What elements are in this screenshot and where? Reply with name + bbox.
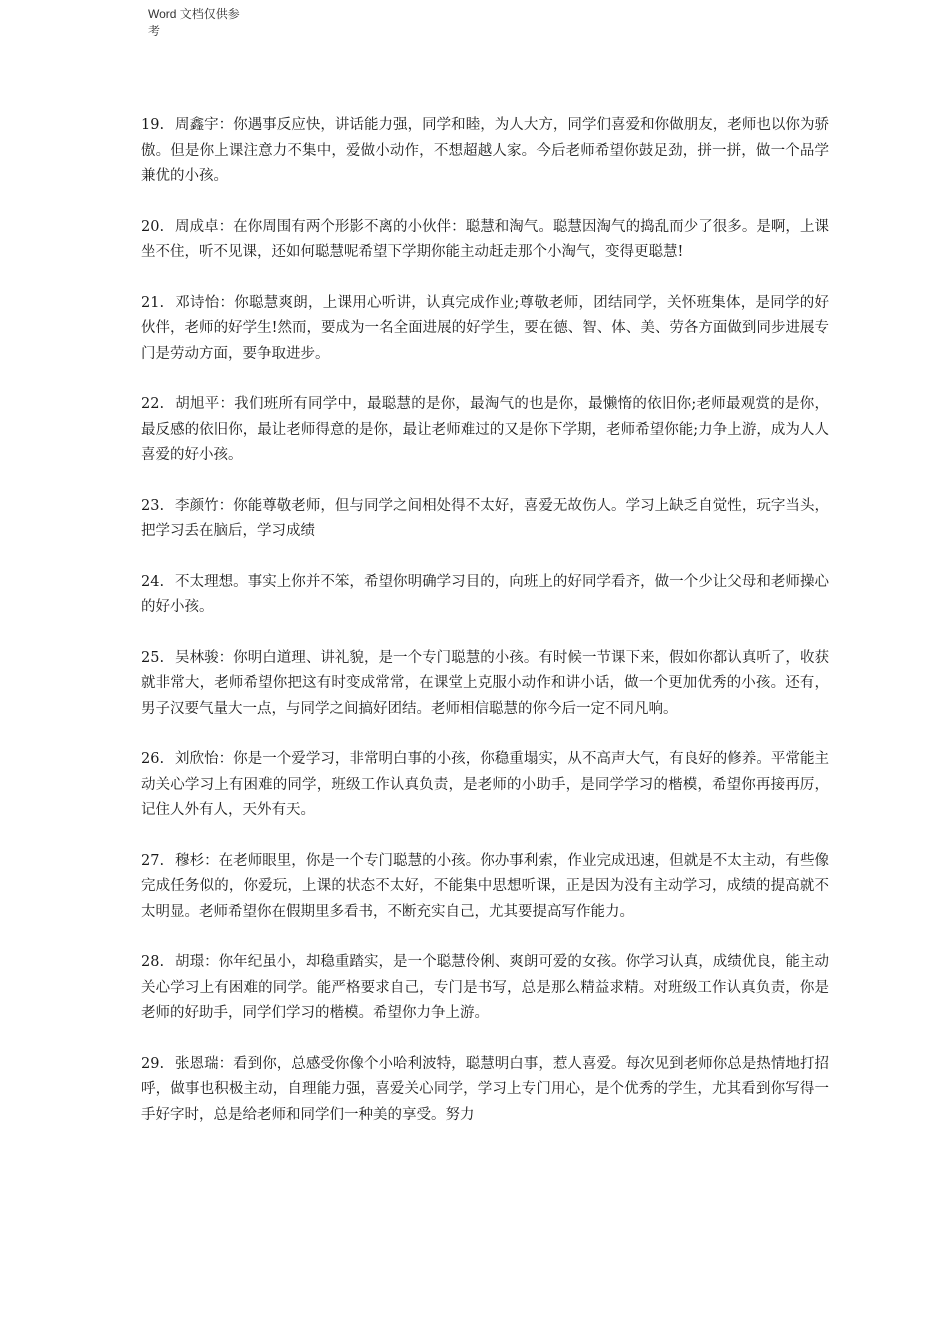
comment-paragraph bbox=[141, 494, 829, 545]
comment-paragraph bbox=[141, 950, 829, 1027]
header-line-1: Word 文档仅供参 bbox=[148, 7, 240, 21]
page-header bbox=[148, 6, 268, 40]
paragraph-number: 21. bbox=[141, 294, 165, 311]
paragraph-text: 胡璟：你年纪虽小，却稳重踏实，是一个聪慧伶俐、爽朗可爱的女孩。你学习认真，成绩优良，能主动关心学习上有困难的同学。能严格要求自己，专门是书写，总是那么精益求精。对班级工作认真负责，你是老师的好助手，同学们学习的楷模。希望你力争上游。 bbox=[141, 954, 829, 1021]
comment-paragraph bbox=[141, 1052, 829, 1129]
paragraph-number: 20. bbox=[141, 218, 165, 235]
paragraph-text: 刘欣怡：你是一个爱学习，非常明白事的小孩，你稳重塌实，从不高声大气，有良好的修养。平常能主动关心学习上有困难的同学，班级工作认真负责，是老师的小助手，是同学学习的楷模，希望你再接再厉，记住人外有人，天外有天。 bbox=[141, 751, 829, 818]
paragraph-number: 29. bbox=[141, 1055, 165, 1072]
paragraph-text: 周鑫宇：你遇事反应快，讲话能力强，同学和睦，为人大方，同学们喜爱和你做朋友，老师也以你为骄傲。但是你上课注意力不集中，爱做小动作，不想超越人家。今后老师希望你鼓足劲，拼一拼，做一个品学兼优的小孩。 bbox=[141, 117, 829, 184]
paragraph-text: 吴林骏：你明白道理、讲礼貌，是一个专门聪慧的小孩。有时候一节课下来，假如你都认真听了，收获就非常大，老师希望你把这有时变成常常，在课堂上克服小动作和讲小话，做一个更加优秀的小孩。还有，男子汉要气量大一点，与同学之间搞好团结。老师相信聪慧的你今后一定不同凡响。 bbox=[141, 649, 829, 717]
paragraph-text: 李颜竹：你能尊敬老师，但与同学之间相处得不太好，喜爱无故伤人。学习上缺乏自觉性，玩字当头，把学习丢在脑后，学习成绩 bbox=[141, 497, 829, 539]
paragraph-number: 19. bbox=[141, 117, 165, 133]
document-body bbox=[141, 113, 829, 1153]
paragraph-text: 不太理想。事实上你并不笨，希望你明确学习目的，向班上的好同学看齐，做一个少让父母和老师操心的好小孩。 bbox=[141, 573, 829, 615]
paragraph-text: 胡旭平：我们班所有同学中，最聪慧的是你，最淘气的也是你，最懒惰的依旧你;老师最观赏的是你，最反感的依旧你，最让老师得意的是你，最让老师难过的又是你下学期，老师希望你能;力争上游，成为人人喜爱的好小孩。 bbox=[141, 396, 829, 463]
paragraph-number: 27. bbox=[141, 852, 165, 869]
paragraph-number: 24. bbox=[141, 573, 165, 590]
paragraph-text: 邓诗怡：你聪慧爽朗，上课用心听讲，认真完成作业;尊敬老师，团结同学，关怀班集体，是同学的好伙伴，老师的好学生!然而，要成为一名全面进展的好学生，要在德、智、体、美、劳各方面做到同步进展专门是劳动方面，要争取进步。 bbox=[141, 294, 829, 362]
comment-paragraph bbox=[141, 849, 829, 926]
paragraph-number: 25. bbox=[141, 649, 165, 666]
paragraph-number: 22. bbox=[141, 396, 165, 412]
comment-paragraph bbox=[141, 291, 829, 368]
comment-paragraph bbox=[141, 570, 829, 621]
paragraph-text: 穆杉：在老师眼里，你是一个专门聪慧的小孩。你办事利索，作业完成迅速，但就是不太主动，有些像完成任务似的，你爱玩，上课的状态不太好，不能集中思想听课，正是因为没有主动学习，成绩的提高就不太明显。老师希望你在假期里多看书，不断充实自己，尤其要提高写作能力。 bbox=[141, 852, 829, 920]
paragraph-number: 28. bbox=[141, 954, 165, 970]
paragraph-text: 张恩瑞：看到你，总感受你像个小哈利波特，聪慧明白事，惹人喜爱。每次见到老师你总是热情地打招呼，做事也积极主动，自理能力强，喜爱关心同学，学习上专门用心，是个优秀的学生，尤其看到你写得一手好字时，总是给老师和同学们一种美的享受。努力 bbox=[141, 1055, 829, 1123]
paragraph-number: 26. bbox=[141, 751, 165, 767]
comment-paragraph bbox=[141, 392, 829, 469]
comment-paragraph bbox=[141, 646, 829, 723]
comment-paragraph bbox=[141, 113, 829, 190]
header-line-2: 考 bbox=[148, 24, 161, 38]
paragraph-text: 周成卓：在你周围有两个形影不离的小伙伴：聪慧和淘气。聪慧因淘气的捣乱而少了很多。是啊，上课坐不住，听不见课，还如何聪慧呢希望下学期你能主动赶走那个小淘气，变得更聪慧! bbox=[141, 218, 829, 260]
paragraph-number: 23. bbox=[141, 497, 165, 514]
comment-paragraph bbox=[141, 747, 829, 824]
comment-paragraph bbox=[141, 215, 829, 266]
